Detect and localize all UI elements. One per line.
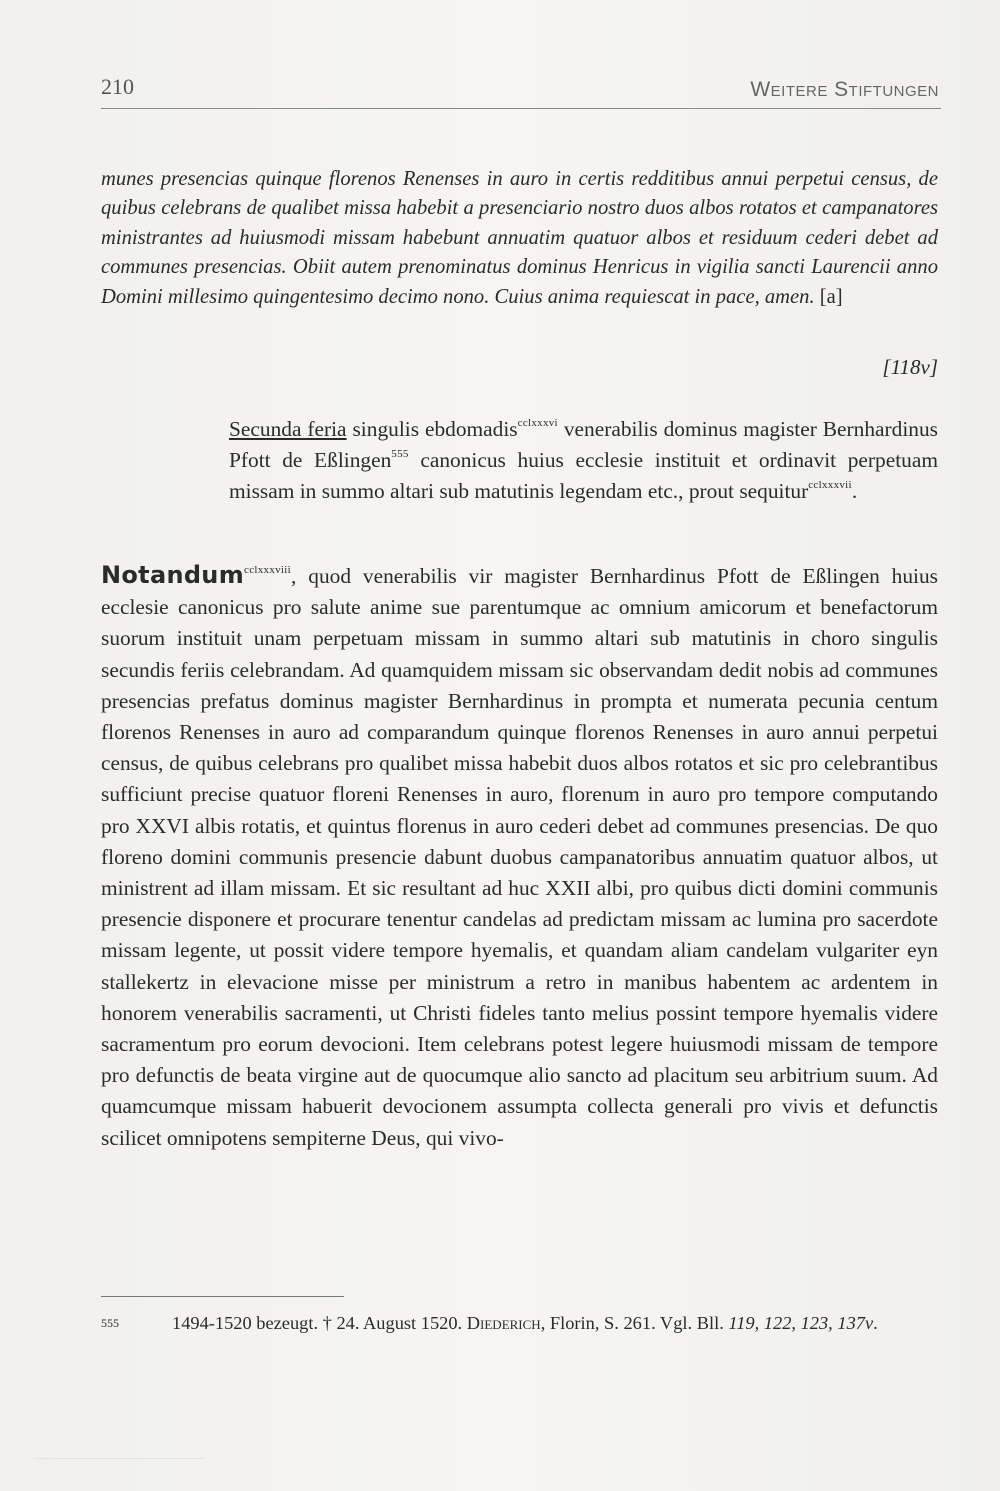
footnote-author: Diederich [466,1313,541,1333]
indented-paragraph [229,414,938,506]
indented-text-end: . [851,478,858,503]
superscript-cclxxxvi: cclxxxvi [517,417,558,429]
indented-text-2: venerabilis dominus magister Bernhardinus Pfott de Eßlingen [229,417,939,472]
indented-text-1: singulis ebdomadis [346,417,518,441]
main-paragraph [101,560,938,1154]
footnote-refs: 119, 122, 123, 137v [728,1313,874,1333]
main-paragraph-text: , quod venerabilis vir magister Bernhardinus Pfott de Eßlingen huius ecclesie canonicus pro salute anime sue parentumque ac omnium amicorum et benefactorum suorum instituit unam perpetuam missam in summo altari sub matutinis in choro singulis secundis feriis celebrandam. Ad quamquidem missam sic observandam dedit nobis ad communes presencias prefatus dominus magister Bernhardinus in prompta et numerata pecunia centum florenos Renenses in auro ad comparandum quinque florenos Renenses in auro annui perpetui census, de quibus celebrans pro qualibet missa habebit duos albos rotatos et sic pro celebrantibus sufficiunt precise quatuor floreni Renenses in auro, florenum in auro pro tempore computando pro XXVI albis rotatis, et quintus florenus in auro cederi debet ad communes presencias. De quo floreno domini communis presencie dabunt duobus campanatoribus annuatim quatuor albos, ut ministrent ad illam missam. Et sic resultant ad huc XXII albi, pro quibus dicti domini communis presencie disponere et procurare tenentur candelas ad predictam missam ac lumina pro sacerdote missam legente, ut possit videre tempore hyemalis, et quandam aliam candelam vulgariter eyn stallekertz in elevacione misse per ministrum a retro in manibus habentem ac ardentem in honorem venerabilis sacramenti, ut Christi fideles tanto melius possint tempore hyemalis videre sacramentum pro eorum devocioni. Item celebrans potest legere huiusmodi missam de tempore pro defunctis de beata virgine aut de quocumque alio sancto ad placitum seu arbitrium suum. Ad quamcumque missam habuerit devocionem assumpta collecta generali pro vivis et defunctis scilicet omnipotens sempiterne Deus, qui vivo- [101,564,938,1150]
footnote-text-mid: , Florin, S. 261. Vgl. Bll. [540,1313,729,1333]
footnote-ref-555[interactable]: 555 [391,447,409,460]
superscript-cclxxxviii: cclxxxviii [244,564,292,576]
italic-paragraph [101,165,938,312]
footnote-555 [101,1310,938,1336]
footnote-text-end: . [873,1313,878,1333]
footnote-text-start: 1494-1520 bezeugt. † 24. August 1520. [172,1313,467,1333]
page-number: 210 [101,74,134,99]
footnote-number: 555 [101,1316,119,1330]
footnote-divider [101,1296,344,1297]
note-marker: [a] [819,285,843,308]
indented-first-words: Secunda feria [229,417,347,441]
page-mark [34,1412,204,1459]
superscript-cclxxxvii: cclxxxvii [808,478,852,491]
page-header [101,70,941,109]
running-head: Weitere Stiftungen [750,78,939,101]
indented-text-3: canonicus huius ecclesie instituit et ordinavit perpetuam missam in summo altari sub matutinis legendam etc., prout sequitur [229,447,939,503]
lead-word: Notandum [101,561,245,589]
footnote-text [172,1310,938,1336]
italic-paragraph-text: munes presencias quinque florenos Renenses in auro in certis redditibus annui perpetui census, de quibus celebrans de qualibet missa habebit a presenciario nostro duos albos rotatos et campanatores ministrantes ad huiusmodi missam habebunt annuatim quatuor albos et residuum cederi debet ad communes presencias. Obiit autem prenominatus dominus Henricus in vigilia sancti Laurencii anno Domini millesimo quingentesimo decimo nono. Cuius anima requiescat in pace, amen. [101,168,938,308]
folio-marker: [118v] [882,355,938,379]
